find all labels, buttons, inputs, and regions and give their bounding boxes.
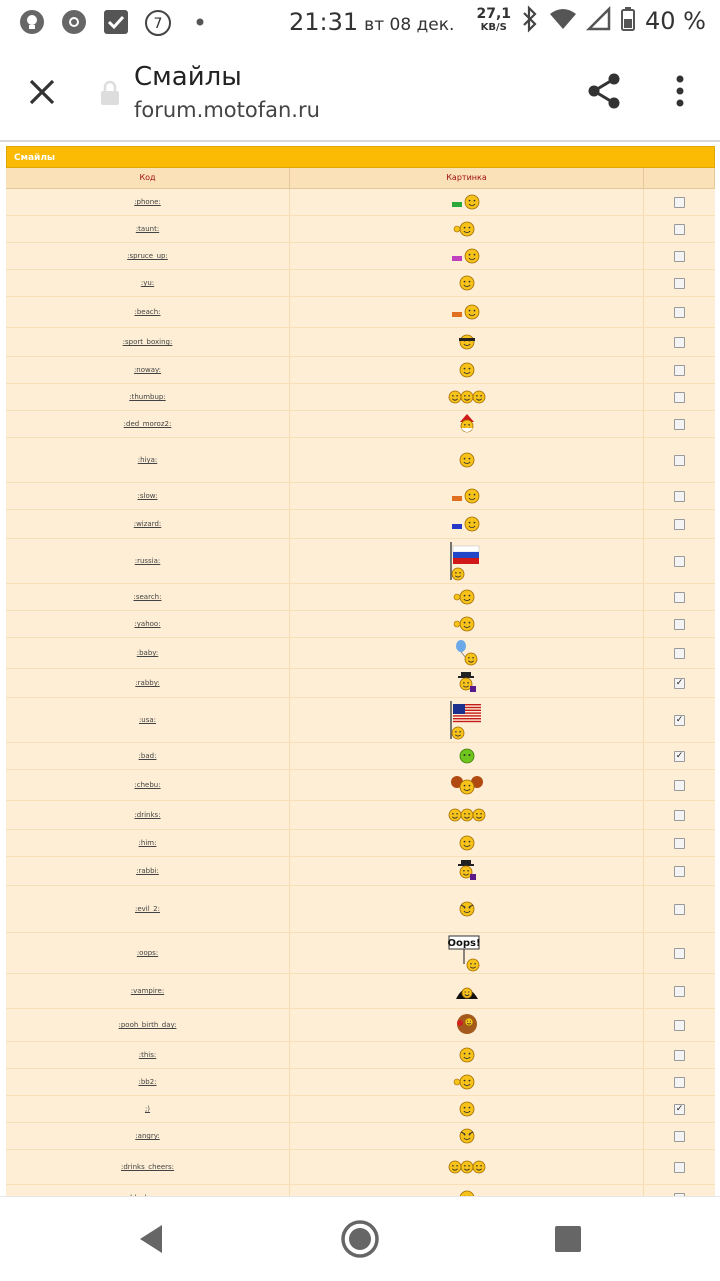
- bulb-notification-icon: [18, 8, 46, 36]
- select-cell: [644, 857, 715, 885]
- page-content[interactable]: [0, 142, 720, 1196]
- select-checkbox[interactable]: [674, 224, 685, 235]
- smiley-image[interactable]: [290, 830, 644, 856]
- select-checkbox[interactable]: [674, 780, 685, 791]
- select-checkbox[interactable]: [674, 904, 685, 915]
- smiley-image[interactable]: [290, 1069, 644, 1095]
- select-cell: [644, 384, 715, 410]
- svg-text:7: 7: [153, 16, 163, 32]
- table-row: [6, 411, 715, 438]
- select-checkbox[interactable]: [674, 619, 685, 630]
- select-cell: [644, 270, 715, 296]
- select-checkbox[interactable]: [674, 1020, 685, 1031]
- home-button[interactable]: [340, 1219, 380, 1259]
- select-cell: [644, 584, 715, 610]
- table-row: [6, 1123, 715, 1150]
- battery-percent: 40 %: [645, 7, 706, 35]
- table-row: [6, 510, 715, 539]
- select-cell: [644, 483, 715, 509]
- smiley-image[interactable]: [290, 770, 644, 800]
- smiley-image[interactable]: [290, 933, 644, 973]
- smiley-code-link[interactable]: :drinks:: [6, 801, 290, 829]
- smiley-code-link[interactable]: :oops:: [6, 933, 290, 973]
- select-checkbox[interactable]: [674, 1050, 685, 1061]
- smiley-image[interactable]: [290, 510, 644, 538]
- select-checkbox[interactable]: [674, 365, 685, 376]
- smiley-code-link[interactable]: :noway:: [6, 357, 290, 383]
- select-cell: [644, 1069, 715, 1095]
- smiley-code-link[interactable]: :spruce_up:: [6, 243, 290, 269]
- table-row: [6, 1069, 715, 1096]
- smiley-image[interactable]: [290, 857, 644, 885]
- select-cell: [644, 539, 715, 583]
- cell-signal-icon: [587, 7, 611, 35]
- smiley-image[interactable]: [290, 638, 644, 668]
- select-checkbox[interactable]: ✓: [675, 750, 684, 761]
- clock: 21:31 вт 08 дек.: [289, 8, 455, 36]
- more-notifications-dot-icon: [186, 8, 214, 36]
- select-checkbox[interactable]: [674, 392, 685, 403]
- select-cell: [644, 510, 715, 538]
- table-row: [6, 974, 715, 1009]
- smiley-image[interactable]: [290, 483, 644, 509]
- table-row: [6, 611, 715, 638]
- column-header-select: [644, 168, 715, 188]
- select-checkbox[interactable]: [674, 810, 685, 821]
- select-cell: [644, 801, 715, 829]
- smiley-code-link[interactable]: :this:: [6, 1042, 290, 1068]
- select-cell: [644, 1123, 715, 1149]
- select-cell: [644, 189, 715, 215]
- table-row: [6, 743, 715, 770]
- select-cell: [644, 770, 715, 800]
- smiley-code-link[interactable]: :bad:: [6, 743, 290, 769]
- smiley-code-link[interactable]: :pooh_birth_day:: [6, 1009, 290, 1041]
- custom-tab-toolbar: [0, 44, 720, 142]
- smiley-image[interactable]: [290, 270, 644, 296]
- table-row: [6, 243, 715, 270]
- smiley-code-link[interactable]: :rabby:: [6, 669, 290, 697]
- select-cell: [644, 743, 715, 769]
- smiley-code-link[interactable]: :sport_boxing:: [6, 328, 290, 356]
- wifi-icon: [549, 7, 577, 35]
- close-icon: [22, 72, 62, 112]
- smiley-image[interactable]: [290, 1096, 644, 1122]
- smiley-code-link[interactable]: :slow:: [6, 483, 290, 509]
- select-checkbox[interactable]: ✓: [675, 1103, 684, 1114]
- smiley-code-link[interactable]: :phone:: [6, 189, 290, 215]
- table-title: Смайлы: [6, 146, 715, 168]
- smiley-code-link[interactable]: :vampire:: [6, 974, 290, 1008]
- navigation-bar: [0, 1196, 720, 1281]
- smiley-image[interactable]: [290, 886, 644, 932]
- smiley-code-link[interactable]: :taunt:: [6, 216, 290, 242]
- back-triangle-icon: [136, 1221, 168, 1257]
- select-cell: [644, 357, 715, 383]
- table-row: [6, 189, 715, 216]
- select-cell: [644, 243, 715, 269]
- smiley-image[interactable]: [290, 189, 644, 215]
- home-circle-icon: [340, 1219, 380, 1259]
- smiley-image[interactable]: [290, 539, 644, 583]
- smiley-code-link[interactable]: :beach:: [6, 297, 290, 327]
- close-button[interactable]: [22, 72, 62, 112]
- select-cell: [644, 216, 715, 242]
- select-cell: [644, 328, 715, 356]
- select-checkbox[interactable]: [674, 419, 685, 430]
- select-checkbox[interactable]: [674, 337, 685, 348]
- smiley-image[interactable]: [290, 357, 644, 383]
- smiley-code-link[interactable]: :hiya:: [6, 438, 290, 482]
- select-cell: [644, 638, 715, 668]
- select-cell: [644, 886, 715, 932]
- network-speed: 27,1 KB/S: [476, 6, 512, 33]
- select-checkbox[interactable]: [674, 648, 685, 659]
- notification-count-badge: [144, 8, 172, 36]
- recents-button[interactable]: [554, 1225, 582, 1253]
- smiley-image[interactable]: [290, 1150, 644, 1184]
- select-checkbox[interactable]: [674, 1077, 685, 1088]
- select-cell: [644, 297, 715, 327]
- smiley-image[interactable]: [290, 243, 644, 269]
- select-cell: [644, 1042, 715, 1068]
- select-checkbox[interactable]: [674, 197, 685, 208]
- select-cell: [644, 669, 715, 697]
- table-row: [6, 770, 715, 801]
- select-checkbox[interactable]: ✓: [675, 714, 684, 725]
- select-cell: [644, 698, 715, 742]
- select-cell: [644, 1009, 715, 1041]
- smiley-code-link[interactable]: :baby:: [6, 638, 290, 668]
- smiley-image[interactable]: [290, 669, 644, 697]
- select-checkbox[interactable]: [674, 278, 685, 289]
- select-cell: [644, 438, 715, 482]
- table-body: [6, 189, 715, 1212]
- select-checkbox[interactable]: [674, 251, 685, 262]
- select-checkbox[interactable]: [674, 866, 685, 877]
- smiley-image[interactable]: [290, 1123, 644, 1149]
- select-cell: [644, 830, 715, 856]
- smiley-code-link[interactable]: :wizard:: [6, 510, 290, 538]
- oops-sign-text: Oops!: [446, 938, 481, 949]
- smiley-code-link[interactable]: :chebu:: [6, 770, 290, 800]
- smiley-code-link[interactable]: :yu:: [6, 270, 290, 296]
- check-notification-icon: [102, 8, 130, 36]
- table-row: [6, 857, 715, 886]
- more-vert-icon: [664, 70, 696, 112]
- table-row: [6, 270, 715, 297]
- table-column-headers: [6, 168, 715, 189]
- smiley-image[interactable]: [290, 974, 644, 1008]
- table-row: [6, 638, 715, 669]
- smiley-code-link[interactable]: :evil_2:: [6, 886, 290, 932]
- table-row: [6, 801, 715, 830]
- smiley-image[interactable]: [290, 438, 644, 482]
- smiley-code-link[interactable]: ;): [6, 1096, 290, 1122]
- select-checkbox[interactable]: [674, 491, 685, 502]
- chrome-notification-icon: [60, 8, 88, 36]
- select-checkbox[interactable]: [674, 948, 685, 959]
- smiley-code-link[interactable]: :him:: [6, 830, 290, 856]
- column-header-code: Код: [6, 168, 290, 188]
- select-checkbox[interactable]: [674, 838, 685, 849]
- smiley-image[interactable]: [290, 611, 644, 637]
- table-row: [6, 539, 715, 584]
- table-row: [6, 584, 715, 611]
- column-header-picture: Картинка: [290, 168, 644, 188]
- smiley-image[interactable]: [290, 216, 644, 242]
- back-button[interactable]: [136, 1221, 168, 1257]
- smiley-code-link[interactable]: :usa:: [6, 698, 290, 742]
- select-cell: [644, 1096, 715, 1122]
- table-row: [6, 216, 715, 243]
- table-row: [6, 933, 715, 974]
- smiley-image[interactable]: [290, 384, 644, 410]
- table-row: [6, 698, 715, 743]
- table-row: [6, 438, 715, 483]
- table-row: [6, 1042, 715, 1069]
- table-row: [6, 886, 715, 933]
- smiley-image[interactable]: [290, 584, 644, 610]
- smiley-image[interactable]: [290, 743, 644, 769]
- smiley-code-link[interactable]: :yahoo:: [6, 611, 290, 637]
- page-url[interactable]: forum.motofan.ru: [134, 98, 320, 122]
- smiley-image[interactable]: [290, 1042, 644, 1068]
- smiley-code-link[interactable]: :bb2:: [6, 1069, 290, 1095]
- table-row: [6, 328, 715, 357]
- table-row: [6, 1150, 715, 1185]
- recents-square-icon: [554, 1225, 582, 1253]
- select-checkbox[interactable]: [674, 556, 685, 567]
- smiley-image[interactable]: [290, 411, 644, 437]
- select-cell: [644, 933, 715, 973]
- more-menu-button[interactable]: [664, 70, 696, 112]
- select-cell: [644, 974, 715, 1008]
- lock-icon: [100, 80, 120, 106]
- smiley-code-link[interactable]: :angry:: [6, 1123, 290, 1149]
- select-checkbox[interactable]: [674, 986, 685, 997]
- smiley-image[interactable]: [290, 698, 644, 742]
- select-cell: [644, 1150, 715, 1184]
- smiley-code-link[interactable]: :rabbi:: [6, 857, 290, 885]
- smiley-image[interactable]: [290, 1009, 644, 1041]
- bluetooth-icon: [521, 6, 539, 36]
- table-row: [6, 384, 715, 411]
- status-bar: [0, 0, 720, 44]
- share-icon: [584, 70, 624, 112]
- table-row: [6, 297, 715, 328]
- table-row: [6, 669, 715, 698]
- select-checkbox[interactable]: [674, 455, 685, 466]
- smiley-code-link[interactable]: :thumbup:: [6, 384, 290, 410]
- smiley-image[interactable]: [290, 328, 644, 356]
- battery-icon: [621, 7, 635, 35]
- select-checkbox[interactable]: [674, 1162, 685, 1173]
- table-row: [6, 1009, 715, 1042]
- smiley-code-link[interactable]: :russia:: [6, 539, 290, 583]
- select-checkbox[interactable]: ✓: [675, 677, 684, 688]
- table-row: [6, 483, 715, 510]
- smiley-image[interactable]: [290, 297, 644, 327]
- table-row: [6, 830, 715, 857]
- smiley-code-link[interactable]: :ded_moroz2:: [6, 411, 290, 437]
- select-checkbox[interactable]: [674, 307, 685, 318]
- select-cell: [644, 411, 715, 437]
- share-button[interactable]: [584, 70, 624, 112]
- smiley-code-link[interactable]: :drinks_cheers:: [6, 1150, 290, 1184]
- table-row: [6, 1096, 715, 1123]
- select-cell: [644, 611, 715, 637]
- select-checkbox[interactable]: [674, 519, 685, 530]
- smileys-table: [6, 146, 715, 1212]
- smiley-code-link[interactable]: :search:: [6, 584, 290, 610]
- page-title: Смайлы: [134, 62, 242, 92]
- select-checkbox[interactable]: [674, 1131, 685, 1142]
- select-checkbox[interactable]: [674, 592, 685, 603]
- table-row: [6, 357, 715, 384]
- smiley-image[interactable]: [290, 801, 644, 829]
